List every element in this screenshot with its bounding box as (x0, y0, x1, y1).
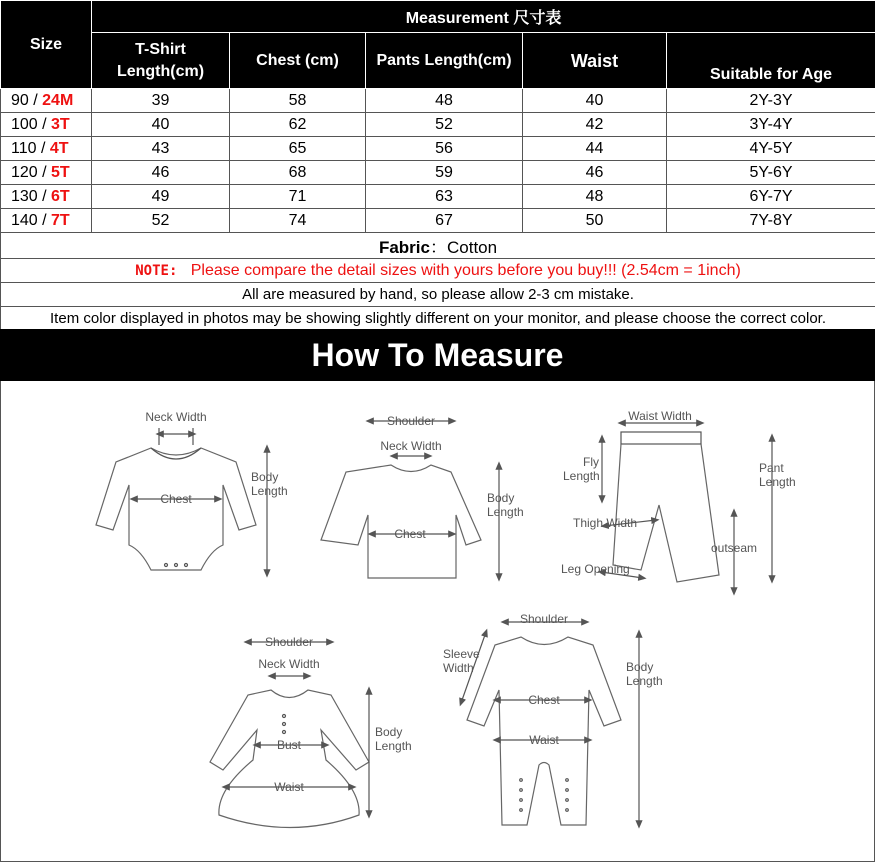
how-to-measure-title: How To Measure (0, 329, 875, 381)
cell-tshirt: 40 (92, 113, 230, 137)
label-pant-2: Length (759, 475, 796, 489)
col-waist: Waist (523, 33, 667, 89)
label-sleeve-2: Width (443, 661, 474, 675)
fabric-value: Cotton (447, 238, 497, 257)
label-body-length-4a: Body (626, 660, 653, 674)
cell-chest: 65 (230, 137, 366, 161)
label-bust: Bust (277, 738, 302, 752)
size-cell (1, 137, 92, 161)
measure-diagram-panel (0, 381, 875, 862)
label-waist-romper: Waist (529, 733, 559, 747)
label-fly-1: Fly (583, 455, 599, 469)
romper-figure (461, 622, 639, 825)
label-shoulder-2: Shoulder (265, 635, 313, 649)
label-body-length-4b: Length (626, 674, 663, 688)
note-text: Please compare the detail sizes with yours before you buy!!! (2.54cm = 1inch) (191, 262, 741, 279)
label-chest-2: Chest (394, 527, 426, 541)
label-body-length-2a: Body (487, 491, 514, 505)
cell-pants: 59 (366, 161, 523, 185)
cell-tshirt: 46 (92, 161, 230, 185)
size-number: 110 / (11, 140, 50, 157)
size-number: 100 / (11, 116, 51, 133)
size-chart-table (0, 0, 875, 331)
label-neck-width-3: Neck Width (258, 657, 319, 671)
cell-chest: 74 (230, 209, 366, 233)
size-row (1, 137, 875, 161)
size-code: 7T (51, 212, 70, 229)
size-cell (1, 209, 92, 233)
size-cell (1, 113, 92, 137)
col-pants-length: Pants Length(cm) (366, 33, 523, 89)
cell-waist: 46 (523, 161, 667, 185)
col-tshirt-label-2: Length(cm) (117, 63, 204, 80)
label-body-length-2b: Length (487, 505, 524, 519)
cell-age: 5Y-6Y (667, 161, 875, 185)
cell-waist: 42 (523, 113, 667, 137)
col-tshirt-length (92, 33, 230, 89)
label-fly-2: Length (563, 469, 600, 483)
size-code: 6T (51, 188, 70, 205)
size-row (1, 89, 875, 113)
size-code: 5T (51, 164, 70, 181)
size-header: Size (1, 1, 92, 89)
note-key: NOTE: (135, 263, 177, 279)
measurement-title: Measurement 尺寸表 (92, 1, 875, 33)
cell-age: 2Y-3Y (667, 89, 875, 113)
col-tshirt-label-1: T-Shirt (135, 41, 186, 58)
size-code: 24M (42, 92, 73, 109)
cell-age: 7Y-8Y (667, 209, 875, 233)
cell-waist: 50 (523, 209, 667, 233)
size-cell (1, 161, 92, 185)
cell-waist: 40 (523, 89, 667, 113)
label-shoulder-1: Shoulder (387, 414, 435, 428)
size-row (1, 209, 875, 233)
label-body-length-1a: Body (251, 470, 278, 484)
label-thigh-width: Thigh Width (573, 516, 637, 530)
cell-chest: 68 (230, 161, 366, 185)
size-row (1, 161, 875, 185)
size-number: 90 / (11, 92, 42, 109)
label-pant-1: Pant (759, 461, 784, 475)
size-number: 140 / (11, 212, 51, 229)
cell-waist: 44 (523, 137, 667, 161)
label-sleeve-1: Sleeve (443, 647, 480, 661)
fabric-row (1, 233, 875, 259)
label-body-length-3b: Length (375, 739, 412, 753)
size-row (1, 185, 875, 209)
cell-age: 4Y-5Y (667, 137, 875, 161)
size-cell (1, 185, 92, 209)
cell-tshirt: 49 (92, 185, 230, 209)
cell-pants: 48 (366, 89, 523, 113)
fabric-sep: ： (430, 238, 447, 257)
label-body-length-1b: Length (251, 484, 288, 498)
cell-pants: 67 (366, 209, 523, 233)
label-waist-dress: Waist (274, 780, 304, 794)
cell-chest: 62 (230, 113, 366, 137)
label-neck-width-1: Neck Width (145, 410, 206, 424)
cell-tshirt: 43 (92, 137, 230, 161)
cell-waist: 48 (523, 185, 667, 209)
cell-tshirt: 52 (92, 209, 230, 233)
cell-age: 6Y-7Y (667, 185, 875, 209)
cell-tshirt: 39 (92, 89, 230, 113)
size-cell (1, 89, 92, 113)
color-note: Item color displayed in photos may be showing slightly different on your monitor, and please choose the correct color. (1, 307, 875, 331)
cell-chest: 58 (230, 89, 366, 113)
label-body-length-3a: Body (375, 725, 402, 739)
label-chest-3: Chest (528, 693, 560, 707)
size-code: 4T (50, 140, 69, 157)
cell-pants: 56 (366, 137, 523, 161)
label-chest-1: Chest (160, 492, 192, 506)
col-chest: Chest (cm) (230, 33, 366, 89)
size-number: 130 / (11, 188, 51, 205)
label-neck-width-2: Neck Width (380, 439, 441, 453)
col-age: Suitable for Age (667, 33, 875, 89)
label-shoulder-3: Shoulder (520, 612, 568, 626)
cell-pants: 52 (366, 113, 523, 137)
label-outseam: outseam (711, 541, 757, 555)
cell-chest: 71 (230, 185, 366, 209)
label-leg-opening: Leg Opening (561, 562, 630, 576)
size-row (1, 113, 875, 137)
hand-note: All are measured by hand, so please allow 2-3 cm mistake. (1, 283, 875, 307)
size-code: 3T (51, 116, 70, 133)
cell-age: 3Y-4Y (667, 113, 875, 137)
label-waist-width: Waist Width (628, 409, 692, 423)
measure-diagram (1, 381, 875, 862)
fabric-label: Fabric (379, 238, 430, 257)
size-number: 120 / (11, 164, 51, 181)
note-row (1, 259, 875, 283)
cell-pants: 63 (366, 185, 523, 209)
